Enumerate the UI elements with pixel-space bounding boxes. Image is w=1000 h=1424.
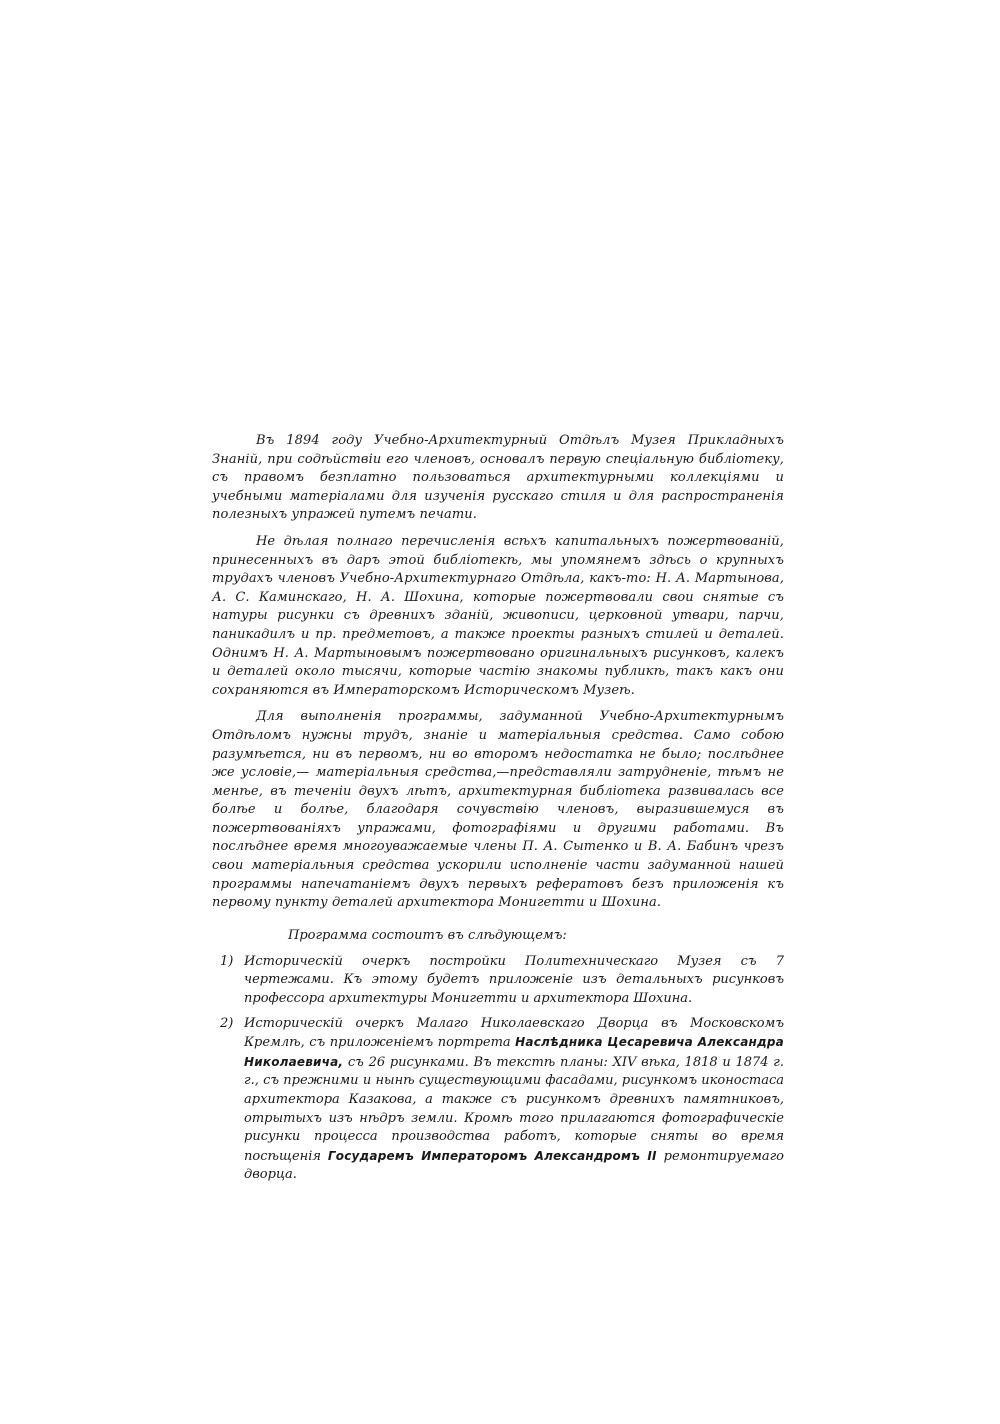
list-item [212,953,784,1009]
paragraph-donations: Не дѣлая полнаго перечисленія всѣхъ капитальныхъ пожертвованій, принесенныхъ въ даръ этой библіотекѣ, мы упомянемъ здѣсь о крупныхъ трудахъ членовъ Учебно-Архитектурнаго Отдѣла, какъ-то: Н. А. Мартынова, А. С. Каминскаго, Н. А. Шохина, которые пожертвовали свои снятые съ натуры рисунки съ древнихъ зданій, живописи, церковной утвари, парчи, паникадилъ и пр. предметовъ, а также проекты разныхъ стилей и деталей. Однимъ Н. А. Мартыновымъ пожертвовано оригинальныхъ рисунковъ, калекъ и деталей около тысячи, которые частію знакомы публикѣ, такъ какъ они сохраняются въ Императорскомъ Историческомъ Музеѣ. [212,533,784,698]
list-item-text-part: ремонтируемаго дворца. [244,1148,785,1183]
list-item-number: 1) [220,953,234,969]
paragraph-library-founding: Въ 1894 году Учебно-Архитектурный Отдѣлъ Музея Прикладныхъ Знаній, при содѣйствіи его членовъ, основалъ первую спеціальную библіотеку, съ правомъ безплатно пользоваться архитектурными коллекціями и учебными матеріалами для изученія русскаго стиля и для распространенія полезныхъ упражей путемъ печати. [212,433,784,523]
list-item-number: 2) [220,1015,234,1031]
program-list [212,953,784,1185]
list-item-text-part: Историческій очеркъ Малаго Николаевскаго Дворца въ Московскомъ Кремлѣ, съ приложеніемъ портрета [244,1015,784,1051]
list-item-text-part: съ 26 рисунками. Въ текстѣ планы: XIV вѣка, 1818 и 1874 г. г., съ прежними и нынѣ существующими фасадами, рисункомъ иконостаса архитектора Казакова, а также съ рисункомъ древнихъ памятниковъ, отрытыхъ изъ нѣдръ земли. Кромѣ того прилагаются фотографическіе рисунки процесса производства работъ, которые сняты во время посѣщенія [244,1054,784,1164]
list-item-text: Историческій очеркъ постройки Политехническаго Музея съ 7 чертежами. Къ этому будетъ приложеніе изъ детальныхъ рисунковъ профессора архитектуры Монигетти и архитектора Шохина. [244,953,784,1007]
document-body [212,432,784,1191]
paragraph-program-execution: Для выполненія программы, задуманной Учебно-Архитектурнымъ Отдѣломъ нужны трудъ, знаніе и матеріальныя средства. Само собою разумѣется, ни въ первомъ, ни во второмъ недостатка не было; послѣднее же условіе,— матеріальныя средства,—представляли затрудненіе, тѣмъ не менѣе, въ теченіи двухъ лѣтъ, архитектурная библіотека развивалась все болѣе и болѣе, благодаря сочувствію членовъ, выразившемуся въ пожертвованіяхъ упражами, фотографіями и другими работами. Въ послѣднее время многоуважаемые члены П. А. Сытенко и В. А. Бабинъ чрезъ свои матеріальныя средства ускорили исполненіе части задуманной нашей программы напечатаніемъ двухъ первыхъ рефератовъ безъ приложенія къ первому пункту деталей архитектора Монигетти и Шохина. [212,709,784,911]
heir-name-bold: Наслѣдника Цесаревича Александра Николаевича, [244,1035,784,1069]
emperor-name-bold: Государемъ Императоромъ Александромъ II [327,1148,657,1163]
list-item [212,1015,784,1185]
program-heading: Программа состоитъ въ слѣдующемъ: [288,927,567,943]
